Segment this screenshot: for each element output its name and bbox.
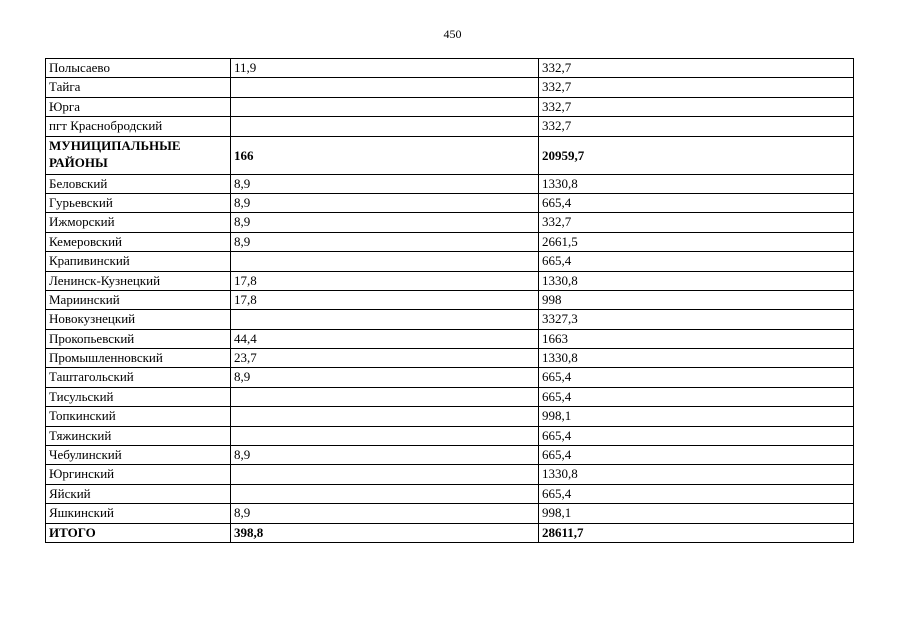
cell-value-1: 398,8: [231, 523, 539, 542]
cell-value-1: [231, 97, 539, 116]
cell-value-2: 2661,5: [539, 232, 854, 251]
table-row: [46, 290, 854, 309]
cell-value-1: 17,8: [231, 271, 539, 290]
cell-value-1: [231, 484, 539, 503]
cell-name: Ленинск-Кузнецкий: [46, 271, 231, 290]
cell-name: Топкинский: [46, 407, 231, 426]
table-row: [46, 484, 854, 503]
table-row: [46, 78, 854, 97]
table-row: [46, 446, 854, 465]
cell-value-2: 1663: [539, 329, 854, 348]
cell-value-2: 332,7: [539, 213, 854, 232]
cell-name: Новокузнецкий: [46, 310, 231, 329]
table-row: [46, 174, 854, 193]
cell-value-2: 998,1: [539, 504, 854, 523]
cell-value-1: 17,8: [231, 290, 539, 309]
cell-name: Тайга: [46, 78, 231, 97]
cell-value-2: 665,4: [539, 426, 854, 445]
table-row: [46, 193, 854, 212]
cell-name: МУНИЦИПАЛЬНЫЕ РАЙОНЫ: [46, 136, 231, 174]
cell-value-1: 11,9: [231, 59, 539, 78]
cell-name: Кемеровский: [46, 232, 231, 251]
cell-value-2: 665,4: [539, 387, 854, 406]
table-row: [46, 310, 854, 329]
cell-value-2: 332,7: [539, 78, 854, 97]
cell-name: Промышленновский: [46, 349, 231, 368]
cell-name: ИТОГО: [46, 523, 231, 542]
cell-value-1: 8,9: [231, 232, 539, 251]
cell-name: Гурьевский: [46, 193, 231, 212]
cell-value-2: 3327,3: [539, 310, 854, 329]
table-row: [46, 368, 854, 387]
cell-value-1: [231, 310, 539, 329]
table-row: [46, 504, 854, 523]
table-row: [46, 349, 854, 368]
table-row: [46, 252, 854, 271]
cell-value-2: 332,7: [539, 59, 854, 78]
cell-value-1: [231, 387, 539, 406]
cell-value-2: 1330,8: [539, 271, 854, 290]
table-row: [46, 329, 854, 348]
cell-value-1: 23,7: [231, 349, 539, 368]
cell-name: Беловский: [46, 174, 231, 193]
cell-value-2: 1330,8: [539, 349, 854, 368]
cell-value-2: 998: [539, 290, 854, 309]
table-row: [46, 59, 854, 78]
table-row: [46, 117, 854, 136]
cell-name: Яйский: [46, 484, 231, 503]
cell-name: Юрга: [46, 97, 231, 116]
cell-value-1: 8,9: [231, 504, 539, 523]
cell-value-1: [231, 465, 539, 484]
cell-value-1: 8,9: [231, 213, 539, 232]
cell-name: пгт Краснобродский: [46, 117, 231, 136]
cell-value-2: 1330,8: [539, 465, 854, 484]
cell-name: Полысаево: [46, 59, 231, 78]
table-row: [46, 387, 854, 406]
cell-name: Прокопьевский: [46, 329, 231, 348]
cell-name: Мариинский: [46, 290, 231, 309]
cell-value-2: 665,4: [539, 193, 854, 212]
cell-value-1: [231, 78, 539, 97]
table-row: [46, 232, 854, 251]
cell-value-1: 8,9: [231, 174, 539, 193]
cell-value-1: 8,9: [231, 193, 539, 212]
cell-value-2: 20959,7: [539, 136, 854, 174]
cell-value-2: 998,1: [539, 407, 854, 426]
cell-name: Юргинский: [46, 465, 231, 484]
cell-name: Чебулинский: [46, 446, 231, 465]
cell-value-2: 332,7: [539, 117, 854, 136]
cell-name: Таштагольский: [46, 368, 231, 387]
cell-name: Тяжинский: [46, 426, 231, 445]
data-table: [45, 58, 854, 543]
table-row: [46, 136, 854, 174]
cell-value-2: 665,4: [539, 368, 854, 387]
cell-value-1: [231, 252, 539, 271]
table-row: [46, 271, 854, 290]
cell-value-1: [231, 426, 539, 445]
cell-value-2: 665,4: [539, 484, 854, 503]
table-row: [46, 213, 854, 232]
page-number: 450: [443, 27, 462, 41]
table-body: [46, 59, 854, 543]
table-row: [46, 465, 854, 484]
cell-value-1: 166: [231, 136, 539, 174]
cell-value-2: 28611,7: [539, 523, 854, 542]
cell-name: Яшкинский: [46, 504, 231, 523]
table-row: [46, 523, 854, 542]
cell-value-2: 665,4: [539, 446, 854, 465]
cell-name: Ижморский: [46, 213, 231, 232]
cell-value-1: 8,9: [231, 446, 539, 465]
cell-value-1: 8,9: [231, 368, 539, 387]
table-row: [46, 426, 854, 445]
table-row: [46, 97, 854, 116]
cell-name: Тисульский: [46, 387, 231, 406]
cell-value-2: 1330,8: [539, 174, 854, 193]
cell-name: Крапивинский: [46, 252, 231, 271]
cell-value-1: 44,4: [231, 329, 539, 348]
cell-value-1: [231, 407, 539, 426]
cell-value-2: 665,4: [539, 252, 854, 271]
cell-value-1: [231, 117, 539, 136]
table-row: [46, 407, 854, 426]
cell-value-2: 332,7: [539, 97, 854, 116]
